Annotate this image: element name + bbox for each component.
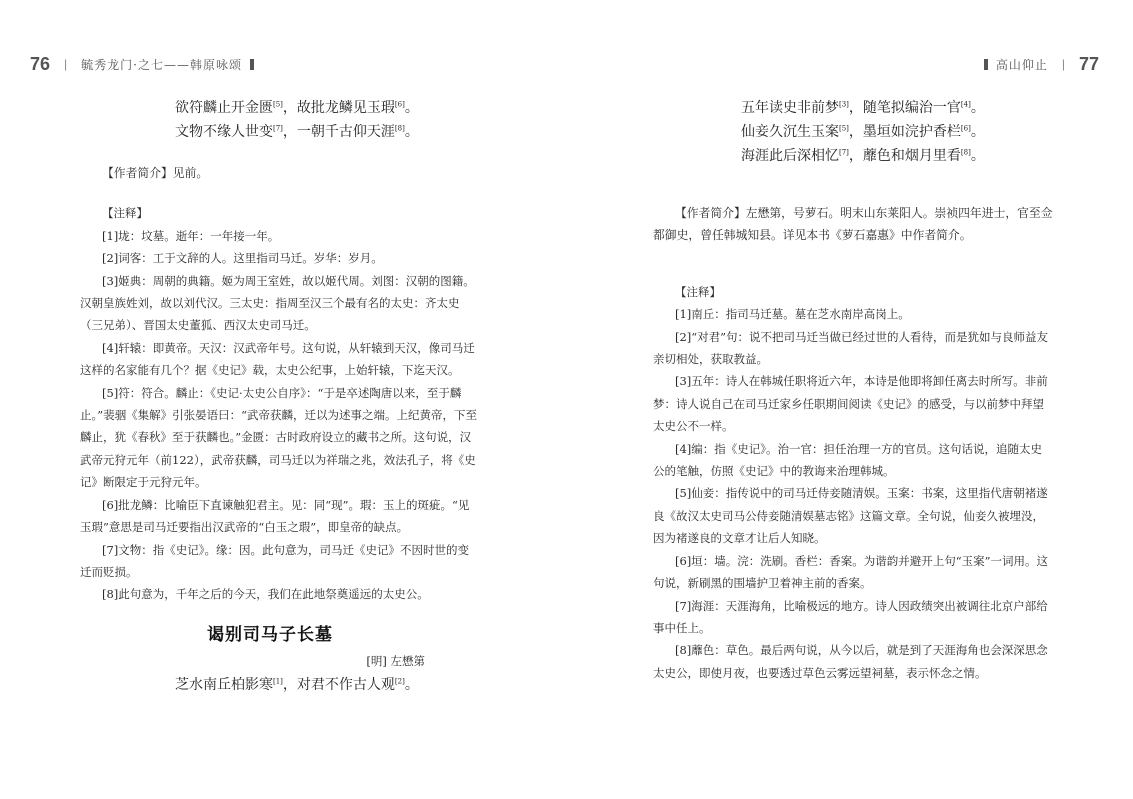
right-page-header bbox=[976, 48, 1099, 80]
poem-line: 海涯此后深相忆[7]，蘼色和烟月里看[8]。 bbox=[741, 148, 985, 164]
note-item: [6]垣：墙。浣：洗刷。香栏：香案。为谐韵并避开上句“玉案”一词用。这句说，新刷黑的围墙护卫着神主前的香案。 bbox=[653, 553, 1049, 591]
note-item: [8]此句意为，千年之后的今天，我们在此地祭奠遥远的太史公。 bbox=[102, 587, 429, 602]
header-divider: | bbox=[1061, 57, 1065, 71]
poem-line: 芝水南丘柏影寒[1]，对君不作古人观[2]。 bbox=[175, 676, 419, 693]
note-item: [3]五年：诗人在韩城任职将近六年，本诗是他即将卸任离去时所写。非前梦：诗人说自己在司马迁家乡任职期间阅读《史记》的感受，与以前梦中拜望太史公不一样。 bbox=[653, 374, 1048, 434]
poem-line: 文物不缘人世变[7]，一朝千古仰天涯[8]。 bbox=[175, 124, 419, 140]
header-block-mark bbox=[984, 59, 988, 70]
note-item: [5]仙妾：指传说中的司马迁侍妾随清娱。玉案：书案，这里指代唐朝褚遂良《故汉太史司马公侍妾随清娱墓志铭》这篇文章。全句说，仙妾久被埋没，因为褚遂良的文章才让后人知晓。 bbox=[653, 486, 1048, 546]
author-intro: 【作者简介】见前。 bbox=[102, 166, 209, 180]
poem-first-line bbox=[80, 673, 480, 697]
right-page-number: 77 bbox=[1078, 53, 1099, 74]
left-page-number: 76 bbox=[30, 53, 51, 74]
right-page bbox=[653, 96, 1053, 684]
note-item: [2]“对君”句：说不把司马迁当做已经过世的人看待，而是犹如与良师益友亲切相处，获取教益。 bbox=[653, 329, 1049, 367]
note-item: [7]海涯：天涯海角，比喻极远的地方。诗人因政绩突出被调往北京户部给事中任上。 bbox=[653, 598, 1048, 635]
note-item: [1]南丘：指司马迁墓。墓在芝水南岸高岗上。 bbox=[675, 307, 910, 322]
note-item: [1]垅：坟墓。逝年：一年接一年。 bbox=[102, 228, 280, 243]
poem-line: 仙妾久沉生玉案[5]，墨垣如浣护香栏[6]。 bbox=[741, 124, 985, 140]
right-running-title: 高山仰止 bbox=[995, 57, 1048, 72]
poem-line: 五年读史非前梦[3]，随笔拟编治一官[4]。 bbox=[741, 100, 985, 116]
note-item: [5]符：符合。麟止：《史记·太史公自序》：“于是卒述陶唐以来，至于麟止。”裴骃《集解》引张晏语曰：“武帝获麟，迁以为述事之端。上纪黄帝，下至麟止，犹《春秋》至于获麟也。”金匮：古时政府设立的藏书之所。这句说，汉武帝元狩元年（前122），武帝获麟，司马迁以为祥瑞之兆，效法孔子，将《史记》断限定于元狩元年。 bbox=[80, 385, 478, 490]
author-intro: 【作者简介】左懋第，号萝石。明末山东莱阳人。崇祯四年进士，官至佥都御史，曾任韩城知县。详见本书《萝石嘉惠》中作者简介。 bbox=[653, 206, 1053, 243]
left-page-header bbox=[30, 48, 262, 80]
poem-line: 欲符麟止开金匮[5]，故批龙鳞见玉瑕[6]。 bbox=[175, 100, 419, 116]
poem-title: 谒别司马子长墓 bbox=[207, 624, 333, 645]
notes-title: 【注释】 bbox=[102, 206, 148, 221]
spacer bbox=[653, 247, 1053, 263]
note-item: [4]轩辕：即黄帝。天汉：汉武帝年号。这句说，从轩辕到天汉，像司马迁这样的名家能有几个？据《史记》载，太史公纪事，上始轩辕，下迄天汉。 bbox=[80, 340, 475, 378]
left-running-title: 毓秀龙门·之七——韩原咏颂 bbox=[81, 57, 242, 72]
note-item: [8]蘼色：草色。最后两句说，从今以后，就是到了天涯海角也会深深思念太史公，即使月夜，也要透过草色云雾远望祠墓，表示怀念之情。 bbox=[653, 643, 1048, 680]
note-item: [2]词客：工于文辞的人。这里指司马迁。岁华：岁月。 bbox=[102, 251, 383, 266]
poem-continuation bbox=[80, 96, 480, 144]
note-item: [6]批龙鳞：比喻臣下直谏触犯君主。见：同“现”。瑕：玉上的斑疵。“见玉瑕”意思是司马迁要指出汉武帝的“白玉之瑕”，即皇帝的缺点。 bbox=[80, 497, 470, 535]
notes-title: 【注释】 bbox=[675, 284, 721, 299]
spacer bbox=[653, 168, 1053, 184]
poem-continuation bbox=[653, 96, 1053, 168]
note-item: [7]文物：指《史记》。缘：因。此句意为，司马迁《史记》不因时世的变迁而贬损。 bbox=[80, 542, 470, 579]
left-page bbox=[80, 96, 480, 697]
header-block-mark bbox=[250, 59, 254, 70]
header-divider: | bbox=[64, 57, 68, 71]
note-item: [3]姬典：周朝的典籍。姬为周王室姓，故以姬代周。刘图：汉朝的图籍。汉朝皇族姓刘，故以刘代汉。三太史：指周至汉三个最有名的太史：齐太史（三兄弟）、晋国太史董狐、西汉太史司马迁。 bbox=[80, 273, 475, 333]
note-item: [4]编：指《史记》。治一官：担任治理一方的官员。这句话说，追随太史公的笔触，仿照《史记》中的教诲来治理韩城。 bbox=[653, 441, 1043, 479]
poem-byline: [明] 左懋第 bbox=[366, 654, 425, 669]
